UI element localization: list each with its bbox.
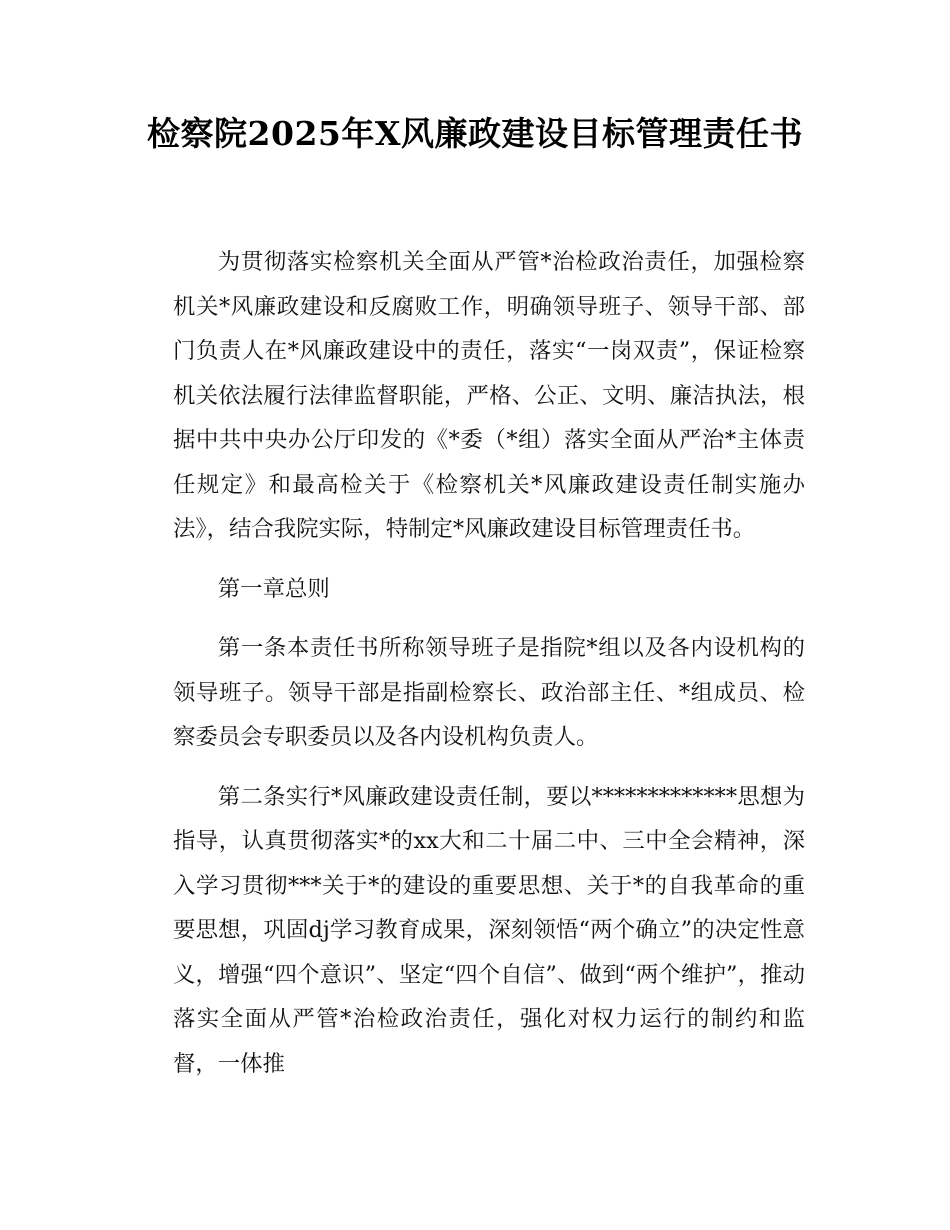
intro-paragraph: 为贯彻落实检察机关全面从严管*治检政治责任，加强检察机关*风廉政建设和反腐败工作，明确领导班子、领导干部、部门负责人在*风廉政建设中的责任，落实“一岗双责”，保证检察机关依法履行法律监督职能，严格、公正、文明、廉洁执法，根据中共中央办公厅印发的《*委（*组）落实全面从严治*主体责任规定》和最高检关于《检察机关*风廉政建设责任制实施办法》，结合我院实际，特制定*风廉政建设目标管理责任书。 [173,249,805,542]
document-body [173,240,805,1101]
document-title: 检察院2025年X风廉政建设目标管理责任书 [147,114,803,153]
article-1-paragraph: 第一条本责任书所称领导班子是指院*组以及各内设机构的领导班子。领导干部是指副检察长、政治部主任、*组成员、检察委员会专职委员以及各内设机构负责人。 [173,635,805,750]
article-2-paragraph: 第二条实行*风廉政建设责任制，要以*************思想为指导，认真贯彻落实*的xx大和二十届二中、三中全会精神，深入学习贯彻***关于*的建设的重要思想、关于*的自我革命的重要思想，巩固dj学习教育成果，深刻领悟“两个确立”的决定性意义，增强“四个意识”、坚定“四个自信”、做到“两个维护”，推动落实全面从严管*治检政治责任，强化对权力运行的制约和监督，一体推 [173,783,805,1077]
chapter-heading: 第一章总则 [217,575,330,602]
